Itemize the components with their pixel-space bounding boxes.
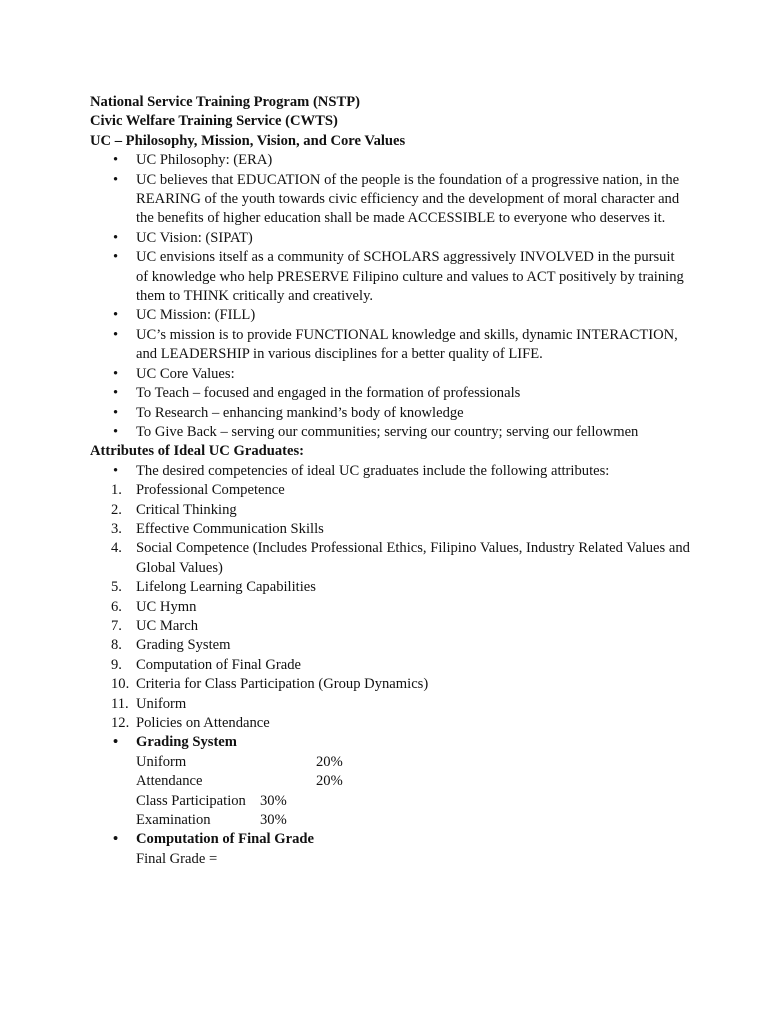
numbered-item-text: UC March — [136, 617, 199, 634]
grading-row-value: 30% — [260, 792, 287, 809]
numbered-item-text: Critical Thinking — [136, 501, 237, 518]
numbered-item — [90, 617, 690, 636]
list-item — [90, 365, 690, 384]
numbered-item — [90, 675, 690, 694]
numbered-item — [90, 481, 690, 500]
numbered-item — [90, 714, 690, 733]
bullet-icon: • — [113, 326, 119, 343]
bullet-icon: • — [113, 462, 119, 479]
bullet-icon: • — [113, 423, 119, 440]
item-number: 7. — [111, 617, 122, 634]
item-number: 12. — [111, 715, 130, 731]
grading-row — [90, 772, 690, 791]
numbered-item-text: Policies on Attendance — [136, 715, 270, 731]
bullet-icon: • — [113, 831, 119, 848]
final-grade-line: Final Grade = — [136, 850, 218, 867]
item-number: 10. — [111, 676, 130, 693]
bullet-icon: • — [113, 734, 119, 751]
grading-row-value: 30% — [260, 812, 287, 829]
list-item-text: To Research – enhancing mankind’s body of knowledge — [136, 404, 464, 421]
numbered-item-text: Social Competence (Includes Professional Ethics, Filipino Values, Industry Related Values and Global Values) — [136, 540, 690, 576]
numbered-item-text: Grading System — [136, 637, 231, 654]
bullet-icon: • — [113, 307, 119, 324]
grading-row — [90, 753, 690, 772]
numbered-item — [90, 598, 690, 617]
item-number: 4. — [111, 540, 122, 557]
list-item — [90, 306, 690, 325]
item-number: 11. — [111, 695, 129, 712]
final-grade-heading: Computation of Final Grade — [136, 831, 314, 848]
attributes-heading: Attributes of Ideal UC Graduates: — [90, 443, 305, 460]
numbered-item-text: Professional Competence — [136, 482, 285, 499]
numbered-item-text: Criteria for Class Participation (Group Dynamics) — [136, 676, 429, 693]
bullet-icon: • — [113, 365, 119, 382]
item-number: 3. — [111, 520, 122, 537]
attributes-numbered-list — [90, 481, 690, 733]
numbered-item — [90, 656, 690, 675]
numbered-item-text: Uniform — [136, 695, 187, 712]
attributes-intro-list — [90, 462, 690, 481]
grading-row — [90, 792, 690, 811]
item-number: 2. — [111, 501, 122, 518]
list-item — [90, 248, 690, 306]
numbered-item — [90, 539, 690, 578]
list-item-text: UC Philosophy: (ERA) — [136, 152, 273, 169]
list-item — [90, 404, 690, 423]
numbered-item-text: UC Hymn — [136, 598, 197, 615]
list-item — [90, 462, 690, 481]
grading-row — [90, 811, 690, 830]
bullet-icon: • — [113, 385, 119, 402]
numbered-item — [90, 636, 690, 655]
list-item-text: To Give Back – serving our communities; serving our country; serving our fellowmen — [136, 423, 639, 440]
final-grade-section — [90, 830, 690, 849]
grading-row-label: Attendance — [136, 773, 203, 790]
list-item-text: UC believes that EDUCATION of the people is the foundation of a progressive nation, in the REARING of the youth towards civic efficiency and the development of moral character and the benefits of higher education shall be made ACCESSIBLE to everyone who deserves it. — [136, 171, 680, 227]
list-item-text: The desired competencies of ideal UC graduates include the following attributes: — [136, 462, 610, 479]
grading-section — [90, 733, 690, 752]
doc-title-uc-values: UC – Philosophy, Mission, Vision, and Core Values — [90, 132, 406, 149]
numbered-item-text: Lifelong Learning Capabilities — [136, 579, 316, 596]
grading-row-value: 20% — [316, 753, 343, 770]
item-number: 1. — [111, 482, 122, 499]
bullet-icon: • — [113, 152, 119, 169]
values-bullet-list — [90, 151, 690, 442]
numbered-item — [90, 578, 690, 597]
list-item — [90, 171, 690, 229]
grading-table — [90, 753, 690, 831]
numbered-item-text: Computation of Final Grade — [136, 656, 301, 673]
list-item-text: To Teach – focused and engaged in the formation of professionals — [136, 385, 521, 402]
numbered-item — [90, 501, 690, 520]
item-number: 9. — [111, 656, 122, 673]
grading-row-value: 20% — [316, 773, 343, 790]
item-number: 5. — [111, 579, 122, 596]
item-number: 6. — [111, 598, 122, 615]
list-item — [90, 384, 690, 403]
doc-title-nstp: National Service Training Program (NSTP) — [90, 94, 360, 110]
grading-heading: Grading System — [136, 734, 237, 751]
list-item — [90, 326, 690, 365]
doc-title-cwts: Civic Welfare Training Service (CWTS) — [90, 113, 338, 130]
list-item — [90, 229, 690, 248]
list-item-text: UC Mission: (FILL) — [136, 307, 256, 324]
list-item-text: UC Core Values: — [136, 365, 235, 382]
bullet-icon: • — [113, 249, 119, 266]
list-item — [90, 423, 690, 442]
final-grade-heading-item — [90, 830, 690, 849]
numbered-item — [90, 520, 690, 539]
list-item — [90, 151, 690, 170]
numbered-item — [90, 695, 690, 714]
grading-row-label: Examination — [136, 812, 211, 829]
bullet-icon: • — [113, 229, 119, 246]
bullet-icon: • — [113, 171, 119, 188]
list-item-text: UC envisions itself as a community of SCHOLARS aggressively INVOLVED in the pursuit of knowledge who help PRESERVE Filipino culture and values to ACT positively by training them to THINK critically and creatively. — [136, 249, 684, 305]
document-body — [90, 93, 690, 869]
grading-heading-item — [90, 733, 690, 752]
grading-row-label: Class Participation — [136, 792, 246, 809]
numbered-item-text: Effective Communication Skills — [136, 520, 324, 537]
list-item-text: UC’s mission is to provide FUNCTIONAL knowledge and skills, dynamic INTERACTION, and LEADERSHIP in various disciplines for a better quality of LIFE. — [136, 326, 678, 363]
grading-row-label: Uniform — [136, 753, 187, 770]
list-item-text: UC Vision: (SIPAT) — [136, 229, 253, 246]
bullet-icon: • — [113, 404, 119, 421]
item-number: 8. — [111, 637, 122, 654]
